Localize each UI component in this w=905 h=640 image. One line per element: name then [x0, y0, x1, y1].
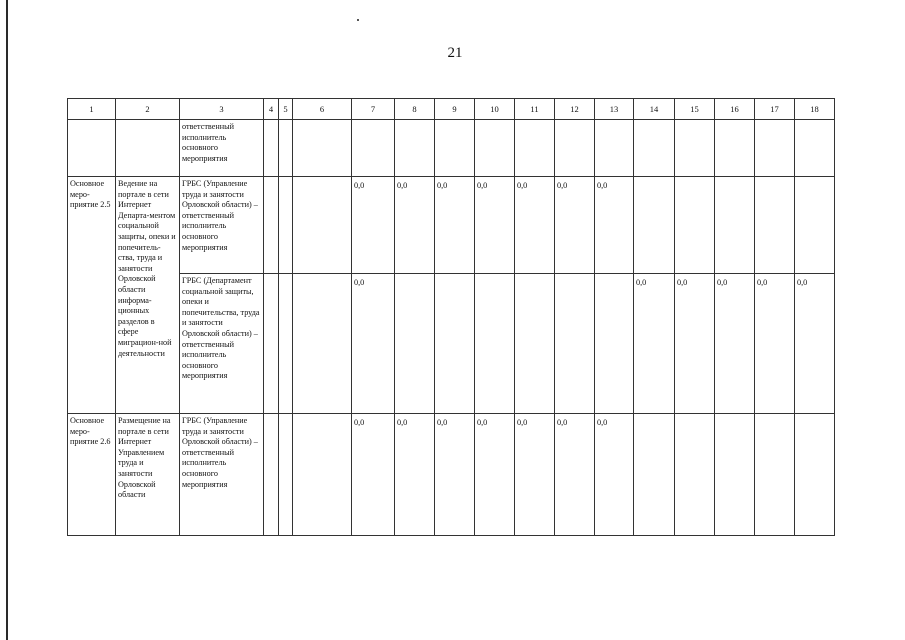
cell-measure-name: Основное меро-приятие 2.5	[68, 177, 116, 414]
header-cell: 9	[435, 99, 475, 120]
cell-empty	[435, 120, 475, 177]
cell-empty	[475, 274, 515, 414]
header-cell: 18	[795, 99, 835, 120]
cell-value: 0,0	[795, 274, 835, 414]
cell-empty	[116, 120, 180, 177]
cell-empty	[755, 120, 795, 177]
cell-empty	[715, 120, 755, 177]
cell-empty	[634, 120, 675, 177]
cell-empty	[68, 120, 116, 177]
cell-empty	[264, 120, 279, 177]
page-number: 21	[447, 45, 463, 61]
cell-executor: ответственный исполнитель основного мероприятия	[180, 120, 264, 177]
cell-empty	[755, 414, 795, 536]
cell-value: 0,0	[352, 274, 395, 414]
cell-empty	[755, 177, 795, 274]
cell-value: 0,0	[555, 414, 595, 536]
scan-speck	[357, 19, 359, 21]
budget-table	[67, 98, 835, 536]
cell-value: 0,0	[475, 177, 515, 274]
cell-empty	[475, 120, 515, 177]
cell-value: 0,0	[352, 414, 395, 536]
cell-value: 0,0	[435, 177, 475, 274]
cell-empty	[634, 414, 675, 536]
cell-value: 0,0	[595, 414, 634, 536]
cell-empty	[279, 177, 293, 274]
cell-empty	[293, 120, 352, 177]
cell-empty	[395, 274, 435, 414]
cell-executor: ГРБС (Департамент социальной защиты, опеки и попечительства, труда и занятости Орловской области) – ответственный исполнитель основного мероприятия	[180, 274, 264, 414]
cell-empty	[675, 177, 715, 274]
cell-empty	[515, 274, 555, 414]
table-row-2-5-exec1	[68, 177, 835, 274]
header-cell: 10	[475, 99, 515, 120]
cell-empty	[264, 414, 279, 536]
cell-empty	[279, 120, 293, 177]
cell-value: 0,0	[475, 414, 515, 536]
cell-empty	[293, 274, 352, 414]
cell-empty	[795, 120, 835, 177]
table-row-2-5-exec2	[68, 274, 835, 414]
cell-value: 0,0	[515, 177, 555, 274]
cell-empty	[675, 120, 715, 177]
header-cell: 12	[555, 99, 595, 120]
cell-executor: ГРБС (Управление труда и занятости Орловской области) – ответственный исполнитель основного мероприятия	[180, 177, 264, 274]
header-cell: 7	[352, 99, 395, 120]
header-cell: 2	[116, 99, 180, 120]
cell-executor: ГРБС (Управление труда и занятости Орловской области) – ответственный исполнитель основного мероприятия	[180, 414, 264, 536]
cell-empty	[279, 274, 293, 414]
header-cell: 8	[395, 99, 435, 120]
cell-empty	[264, 274, 279, 414]
cell-value: 0,0	[395, 414, 435, 536]
cell-value: 0,0	[634, 274, 675, 414]
cell-empty	[715, 414, 755, 536]
cell-empty	[595, 274, 634, 414]
cell-measure-name: Основное меро-приятие 2.6	[68, 414, 116, 536]
cell-empty	[515, 120, 555, 177]
cell-value: 0,0	[515, 414, 555, 536]
cell-measure-description: Ведение на портале в сети Интернет Департа-ментом социальной защиты, опеки и попечитель-ства, труда и занятости Орловской области информа-ционных разделов в сфере миграцион-ной деятельности	[116, 177, 180, 414]
cell-empty	[435, 274, 475, 414]
cell-empty	[675, 414, 715, 536]
cell-empty	[555, 274, 595, 414]
header-cell: 13	[595, 99, 634, 120]
table-row-continuation	[68, 120, 835, 177]
cell-empty	[352, 120, 395, 177]
cell-measure-description: Размещение на портале в сети Интернет Управлением труда и занятости Орловской области	[116, 414, 180, 536]
header-cell: 1	[68, 99, 116, 120]
cell-value: 0,0	[395, 177, 435, 274]
cell-empty	[795, 177, 835, 274]
cell-empty	[634, 177, 675, 274]
table-header-row	[68, 99, 835, 120]
header-cell: 3	[180, 99, 264, 120]
header-cell: 11	[515, 99, 555, 120]
table-row-2-6	[68, 414, 835, 536]
cell-value: 0,0	[595, 177, 634, 274]
cell-empty	[555, 120, 595, 177]
header-cell: 4	[264, 99, 279, 120]
header-cell: 6	[293, 99, 352, 120]
header-cell: 14	[634, 99, 675, 120]
cell-empty	[795, 414, 835, 536]
header-cell: 5	[279, 99, 293, 120]
cell-empty	[279, 414, 293, 536]
cell-empty	[264, 177, 279, 274]
cell-value: 0,0	[555, 177, 595, 274]
cell-empty	[293, 414, 352, 536]
cell-value: 0,0	[352, 177, 395, 274]
header-cell: 16	[715, 99, 755, 120]
cell-empty	[395, 120, 435, 177]
header-cell: 15	[675, 99, 715, 120]
header-cell: 17	[755, 99, 795, 120]
cell-value: 0,0	[675, 274, 715, 414]
cell-value: 0,0	[755, 274, 795, 414]
cell-value: 0,0	[715, 274, 755, 414]
page-edge-line	[6, 0, 8, 640]
cell-empty	[715, 177, 755, 274]
cell-empty	[293, 177, 352, 274]
cell-value: 0,0	[435, 414, 475, 536]
cell-empty	[595, 120, 634, 177]
